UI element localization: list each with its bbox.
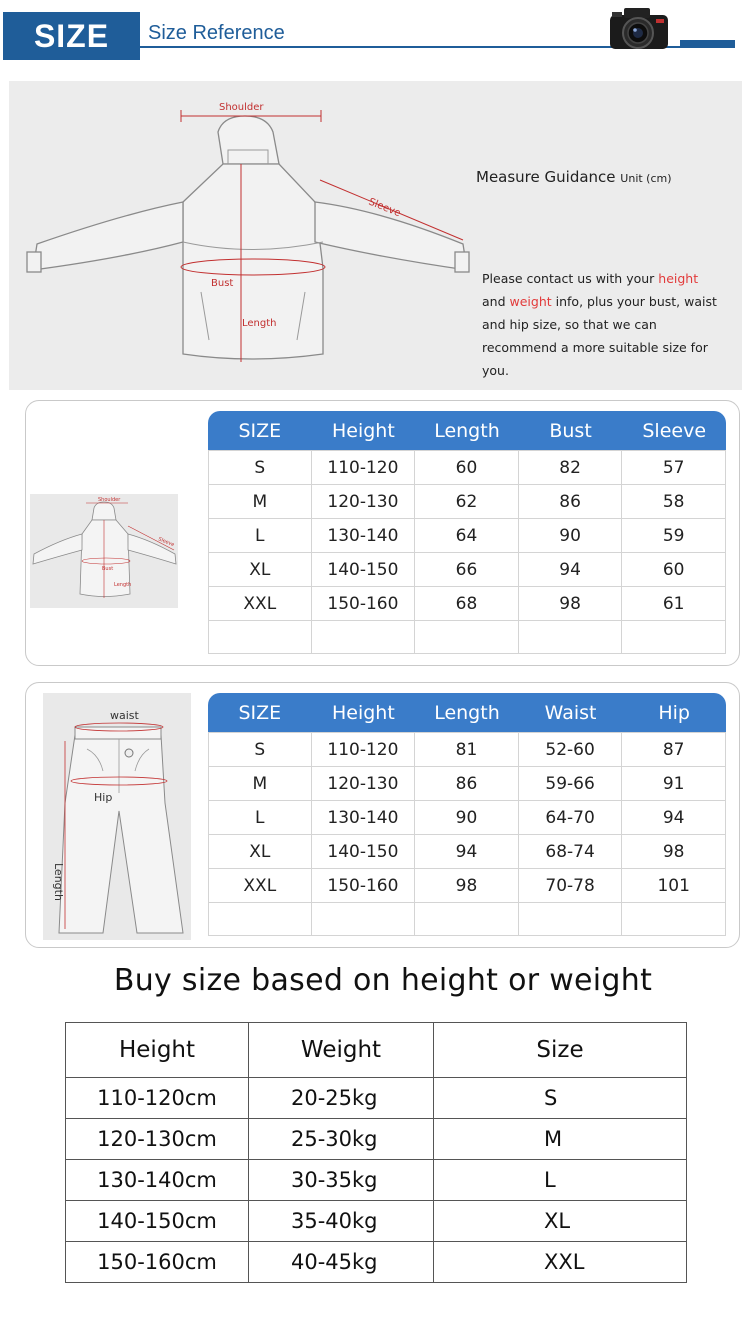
table-cell: S	[208, 450, 312, 485]
table-cell: 120-130cm	[66, 1119, 249, 1160]
table-cell: M	[434, 1119, 687, 1160]
table-cell: 90	[415, 801, 519, 835]
empty-cell	[208, 903, 312, 936]
table-cell: M	[208, 767, 312, 801]
thumb-length-label: Length	[114, 582, 132, 588]
table-row	[208, 519, 726, 553]
column-header: Size	[434, 1023, 687, 1078]
table-cell: 110-120	[312, 450, 416, 485]
table-cell: 94	[519, 553, 623, 587]
table-header-row	[208, 693, 726, 732]
table-row	[66, 1119, 687, 1160]
column-header: Bust	[519, 411, 623, 450]
table-cell: L	[208, 801, 312, 835]
table-cell: 87	[622, 732, 726, 767]
empty-cell	[415, 903, 519, 936]
table-cell: 64	[415, 519, 519, 553]
table-cell: 150-160	[312, 869, 416, 903]
table-cell: 110-120cm	[66, 1078, 249, 1119]
header-accent-bar	[680, 40, 735, 48]
column-header: SIZE	[208, 693, 312, 732]
header-subtitle: Size Reference	[148, 22, 285, 44]
guidance-title	[476, 168, 672, 186]
column-header: Height	[66, 1023, 249, 1078]
empty-cell	[622, 621, 726, 654]
table-row	[66, 1201, 687, 1242]
table-row	[208, 801, 726, 835]
waist-label: waist	[110, 709, 139, 722]
table-cell: S	[434, 1078, 687, 1119]
table-cell: 62	[415, 485, 519, 519]
table-cell: 86	[415, 767, 519, 801]
column-header: Sleeve	[622, 411, 726, 450]
table-cell: 120-130	[312, 767, 416, 801]
table-cell: XXL	[208, 587, 312, 621]
table-cell: 90	[519, 519, 623, 553]
column-header: Waist	[519, 693, 623, 732]
size-tag: SIZE	[3, 12, 140, 60]
table-cell: 130-140cm	[66, 1160, 249, 1201]
column-header: Length	[415, 411, 519, 450]
table-cell: 70-78	[519, 869, 623, 903]
table-cell: 52-60	[519, 732, 623, 767]
table-cell: 25-30kg	[249, 1119, 434, 1160]
empty-cell	[622, 903, 726, 936]
empty-cell	[519, 903, 623, 936]
table-row	[208, 767, 726, 801]
table-cell: S	[208, 732, 312, 767]
table-cell: 20-25kg	[249, 1078, 434, 1119]
table-cell: 110-120	[312, 732, 416, 767]
table-cell: 59-66	[519, 767, 623, 801]
thumb-bust-label: Bust	[102, 566, 114, 572]
table-cell: XL	[208, 553, 312, 587]
table-cell: 140-150cm	[66, 1201, 249, 1242]
table-cell: 91	[622, 767, 726, 801]
table-row	[66, 1160, 687, 1201]
guidance-note	[482, 267, 722, 382]
table-cell: 140-150	[312, 553, 416, 587]
table-cell: 101	[622, 869, 726, 903]
note-highlight-height: height	[658, 271, 699, 286]
table-cell: 82	[519, 450, 623, 485]
empty-cell	[312, 903, 416, 936]
table-cell: 130-140	[312, 801, 416, 835]
table-cell: 40-45kg	[249, 1242, 434, 1283]
table-row	[208, 450, 726, 485]
empty-row	[208, 621, 726, 654]
camera-icon	[596, 3, 682, 53]
column-header: Hip	[622, 693, 726, 732]
empty-cell	[312, 621, 416, 654]
table-cell: L	[434, 1160, 687, 1201]
thumb-shoulder-label: Shoulder	[98, 497, 121, 503]
empty-cell	[415, 621, 519, 654]
table-cell: 98	[622, 835, 726, 869]
note-text-2: and	[482, 294, 510, 309]
guidance-unit: Unit (cm)	[620, 172, 672, 185]
column-header: Height	[312, 411, 416, 450]
table-cell: 30-35kg	[249, 1160, 434, 1201]
table-cell: 58	[622, 485, 726, 519]
table-cell: XL	[434, 1201, 687, 1242]
table-cell: 98	[415, 869, 519, 903]
column-header: Weight	[249, 1023, 434, 1078]
table-cell: XXL	[208, 869, 312, 903]
table-cell: 68-74	[519, 835, 623, 869]
table-cell: L	[208, 519, 312, 553]
table-row	[208, 835, 726, 869]
table-cell: 140-150	[312, 835, 416, 869]
table-cell: 86	[519, 485, 623, 519]
table-cell: 98	[519, 587, 623, 621]
table-cell: 94	[622, 801, 726, 835]
table-cell: 150-160	[312, 587, 416, 621]
table-header-row	[66, 1023, 687, 1078]
length-label: Length	[242, 318, 277, 329]
table-cell: 120-130	[312, 485, 416, 519]
table-cell: 60	[415, 450, 519, 485]
jacket-thumbnail	[30, 494, 178, 608]
table-row	[66, 1242, 687, 1283]
table-cell: 35-40kg	[249, 1201, 434, 1242]
note-highlight-weight: weight	[509, 294, 552, 309]
table-cell: 59	[622, 519, 726, 553]
empty-cell	[519, 621, 623, 654]
column-header: SIZE	[208, 411, 312, 450]
table-cell: 150-160cm	[66, 1242, 249, 1283]
sleeve-label: Sleeve	[366, 196, 403, 220]
table-cell: 130-140	[312, 519, 416, 553]
column-header: Length	[415, 693, 519, 732]
guidance-title-text: Measure Guidance	[476, 168, 616, 186]
pants-length-label: Length	[52, 863, 65, 901]
table-cell: 64-70	[519, 801, 623, 835]
pants-diagram	[43, 693, 191, 940]
table-cell: M	[208, 485, 312, 519]
table-header-row	[208, 411, 726, 450]
empty-row	[208, 903, 726, 936]
table-row	[66, 1078, 687, 1119]
pants-size-table	[208, 693, 726, 936]
empty-cell	[208, 621, 312, 654]
table-cell: 61	[622, 587, 726, 621]
table-cell: 57	[622, 450, 726, 485]
thumb-sleeve-label: Sleeve	[157, 536, 176, 549]
note-text-3: info, plus your bust, waist and hip size, so that we can recommend a more suitable size for you.	[482, 294, 717, 378]
jacket-diagram	[23, 92, 473, 384]
table-row	[208, 553, 726, 587]
hip-label: Hip	[94, 791, 113, 804]
shoulder-label: Shoulder	[219, 102, 264, 113]
table-cell: XXL	[434, 1242, 687, 1283]
table-row	[208, 587, 726, 621]
height-weight-size-table	[65, 1022, 687, 1283]
note-text-1: Please contact us with your	[482, 271, 659, 286]
table-row	[208, 869, 726, 903]
table-cell: 68	[415, 587, 519, 621]
table-cell: 66	[415, 553, 519, 587]
table-cell: 81	[415, 732, 519, 767]
bust-label: Bust	[211, 278, 234, 289]
top-size-table	[208, 411, 726, 654]
table-cell: 60	[622, 553, 726, 587]
table-row	[208, 732, 726, 767]
buy-guide-title: Buy size based on height or weight	[113, 963, 653, 998]
table-cell: XL	[208, 835, 312, 869]
table-row	[208, 485, 726, 519]
column-header: Height	[312, 693, 416, 732]
table-cell: 94	[415, 835, 519, 869]
